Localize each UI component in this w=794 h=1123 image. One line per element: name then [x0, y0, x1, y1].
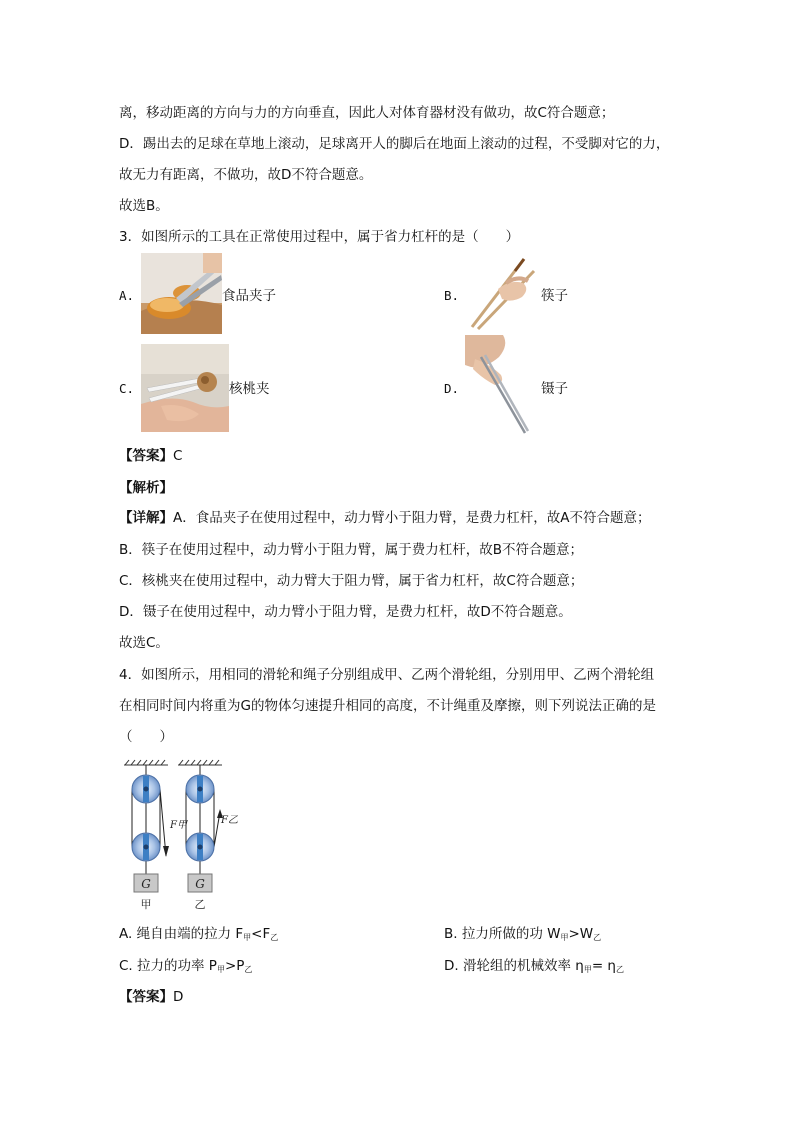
- q3-answer: [119, 446, 182, 466]
- option-c-sub1: 甲: [216, 965, 225, 974]
- q3-option-c-letter: C.: [119, 381, 135, 396]
- force-arrow-jia: [163, 846, 169, 857]
- option-d-sub1: 甲: [583, 965, 592, 974]
- force-label-yi: F乙: [221, 815, 238, 826]
- option-d-sub2: 乙: [616, 965, 624, 974]
- pulley-yi-movable: [186, 833, 214, 861]
- weight-label-jia: G: [141, 877, 151, 891]
- detail-tag: 【详解】: [119, 510, 173, 526]
- pulley-jia-movable: [132, 833, 160, 861]
- option-c-text: C. 拉力的功率 P: [119, 958, 217, 974]
- option-d-text: D. 滑轮组的机械效率 η: [444, 958, 584, 974]
- option-b-sub1: 甲: [560, 933, 569, 942]
- q3-option-a-label: 食品夹子: [222, 288, 276, 304]
- food-tongs-photo: [141, 253, 222, 334]
- option-a-sub1: 甲: [243, 933, 252, 942]
- option-a-text: A. 绳自由端的拉力 F: [119, 926, 244, 942]
- answer-value: D: [173, 989, 184, 1005]
- prev-answer-line-2: D．踢出去的足球在草地上滚动，足球离开人的脚后在地面上滚动的过程，不受脚对它的力，: [119, 136, 670, 152]
- q4-stem-line-3: （ ）: [119, 729, 173, 745]
- q3-option-d-label: 镊子: [541, 381, 568, 397]
- nutcracker-photo: [141, 344, 229, 432]
- option-a-sub2: 乙: [270, 933, 279, 942]
- q4-option-b: [444, 924, 601, 948]
- option-a-op: <F: [251, 926, 271, 942]
- q3-stem: 3．如图所示的工具在正常使用过程中，属于省力杠杆的是（ ）: [119, 229, 520, 245]
- prev-answer-conclusion: 故选B。: [119, 198, 169, 214]
- option-d-op: = η: [591, 958, 616, 974]
- q4-stem-line-2: 在相同时间内将重为G的物体匀速提升相同的高度，不计绳重及摩擦，则下列说法正确的是: [119, 698, 656, 714]
- q4-option-d: [444, 956, 624, 980]
- force-label-jia: F甲: [170, 820, 187, 831]
- q3-option-c-label: 核桃夹: [229, 381, 270, 397]
- q3-option-d-letter: D.: [444, 381, 460, 396]
- prev-answer-line-3: 故无力有距离，不做功，故D不符合题意。: [119, 167, 373, 183]
- q4-stem-line-1: 4．如图所示，用相同的滑轮和绳子分别组成甲、乙两个滑轮组，分别用甲、乙两个滑轮组: [119, 667, 655, 683]
- weight-jia: [134, 874, 158, 892]
- group-label-jia: 甲: [140, 898, 152, 911]
- q3-option-b-label: 筷子: [541, 288, 568, 304]
- pulley-yi-fixed: [186, 775, 214, 803]
- answer-tag: 【答案】: [119, 989, 173, 1005]
- q3-detail-c: C．核桃夹在使用过程中，动力臂大于阻力臂，属于省力杠杆，故C符合题意；: [119, 573, 584, 589]
- q4-option-c: [119, 956, 252, 980]
- ceiling-yi: [178, 760, 222, 765]
- q4-answer: [119, 987, 183, 1007]
- q3-option-b-letter: B.: [444, 288, 460, 303]
- q3-analysis-tag: 【解析】: [119, 480, 173, 496]
- group-label-yi: 乙: [194, 898, 206, 911]
- option-c-op: >P: [224, 958, 245, 974]
- weight-label-yi: G: [195, 877, 205, 891]
- weight-yi: [188, 874, 212, 892]
- q3-detail-d: D．镊子在使用过程中，动力臂小于阻力臂，是费力杠杆，故D不符合题意。: [119, 604, 572, 620]
- option-b-text: B. 拉力所做的功 W: [444, 926, 561, 942]
- q3-conclusion: 故选C。: [119, 635, 169, 651]
- pulley-diagram: [120, 756, 250, 911]
- option-b-op: >W: [568, 926, 594, 942]
- detail-a-text: A．食品夹子在使用过程中，动力臂小于阻力臂，是费力杠杆，故A不符合题意；: [173, 510, 651, 526]
- answer-tag: 【答案】: [119, 448, 173, 464]
- q3-option-a-letter: A.: [119, 288, 135, 303]
- q3-detail-b: B．筷子在使用过程中，动力臂小于阻力臂，属于费力杠杆，故B不符合题意；: [119, 542, 584, 558]
- prev-answer-line-1: 离，移动距离的方向与力的方向垂直，因此人对体育器材没有做功，故C符合题意；: [119, 105, 615, 121]
- pulley-jia-fixed: [132, 775, 160, 803]
- pulley-figure: [120, 756, 250, 911]
- chopsticks-photo: [468, 253, 538, 331]
- ceiling-jia: [124, 760, 168, 765]
- option-b-sub2: 乙: [593, 933, 602, 942]
- option-c-sub2: 乙: [244, 965, 253, 974]
- q3-detail-a: [119, 508, 650, 528]
- answer-value: C: [173, 448, 183, 464]
- q4-option-a: [119, 924, 278, 948]
- tweezers-photo: [465, 335, 537, 438]
